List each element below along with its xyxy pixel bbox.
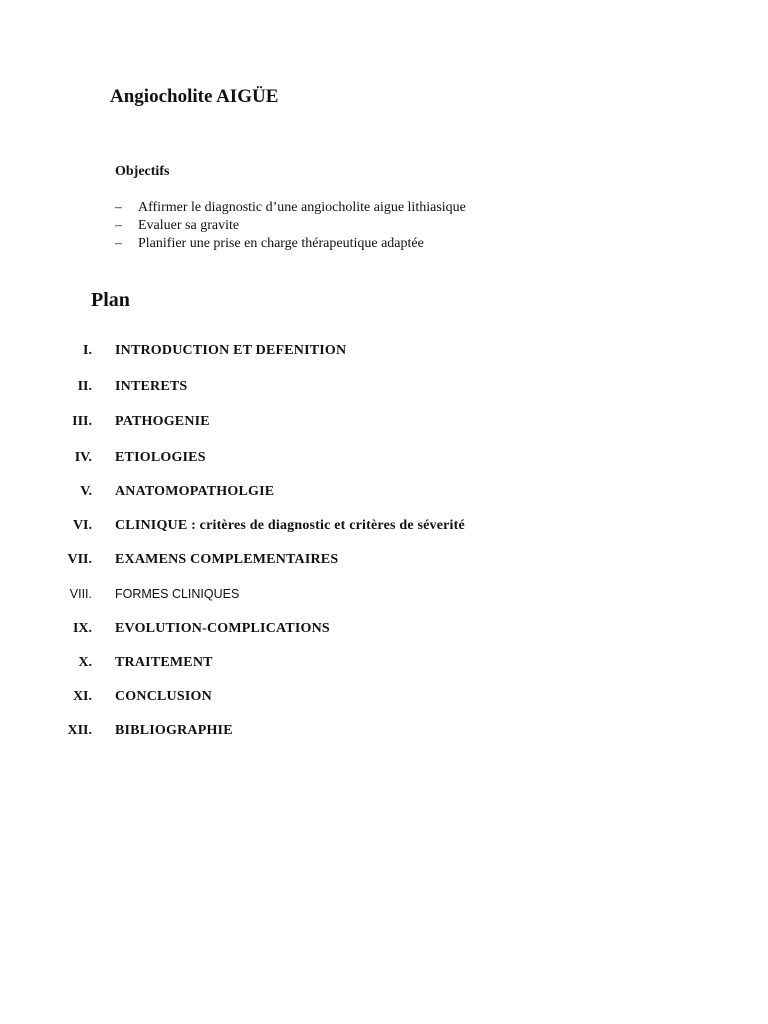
plan-item [0, 414, 768, 434]
dash-bullet: – [115, 236, 122, 251]
plan-item [0, 450, 768, 470]
plan-item-number: VI. [72, 518, 92, 533]
plan-item-number: I. [83, 343, 92, 358]
plan-item-number: VIII. [69, 587, 92, 601]
document-title: Angiocholite AIGÜE [110, 86, 279, 107]
plan-item-text: INTERETS [115, 379, 188, 394]
plan-item [0, 621, 768, 641]
plan-item [0, 689, 768, 709]
plan-item-number: II. [77, 379, 92, 394]
plan-item-text: INTRODUCTION ET DEFENITION [115, 343, 347, 358]
plan-item-text: CLINIQUE : critères de diagnostic et critères de séverité [115, 518, 465, 533]
plan-item-text: BIBLIOGRAPHIE [115, 723, 233, 738]
plan-item-text: ANATOMOPATHOLGIE [115, 484, 275, 499]
plan-item-number: IV. [74, 450, 92, 465]
plan-item [0, 723, 768, 743]
objective-text: Affirmer le diagnostic d’une angiocholite aigue lithiasique [138, 200, 466, 215]
plan-item [0, 586, 768, 606]
plan-item-number: III. [72, 414, 92, 429]
plan-item-number: VII. [67, 552, 92, 567]
plan-item [0, 552, 768, 572]
objectives-heading: Objectifs [115, 164, 170, 179]
plan-heading: Plan [91, 289, 130, 311]
plan-item [0, 379, 768, 399]
plan-item-number: X. [78, 655, 92, 670]
plan-item-number: XII. [67, 723, 92, 738]
plan-item-text: PATHOGENIE [115, 414, 210, 429]
plan-item-text: FORMES CLINIQUES [115, 587, 240, 601]
dash-bullet: – [115, 218, 122, 233]
objective-text: Planifier une prise en charge thérapeutique adaptée [138, 236, 424, 251]
plan-item-number: IX. [72, 621, 92, 636]
plan-item-text: ETIOLOGIES [115, 450, 206, 465]
plan-item-number: V. [80, 484, 92, 499]
plan-item [0, 518, 768, 538]
plan-item [0, 484, 768, 504]
plan-item-number: XI. [72, 689, 92, 704]
plan-item-text: EVOLUTION-COMPLICATIONS [115, 621, 330, 636]
plan-item [0, 655, 768, 675]
objective-text: Evaluer sa gravite [138, 218, 240, 233]
plan-item-text: EXAMENS COMPLEMENTAIRES [115, 552, 339, 567]
dash-bullet: – [115, 200, 122, 215]
plan-item [0, 343, 768, 363]
plan-item-text: CONCLUSION [115, 689, 212, 704]
plan-item-text: TRAITEMENT [115, 655, 213, 670]
